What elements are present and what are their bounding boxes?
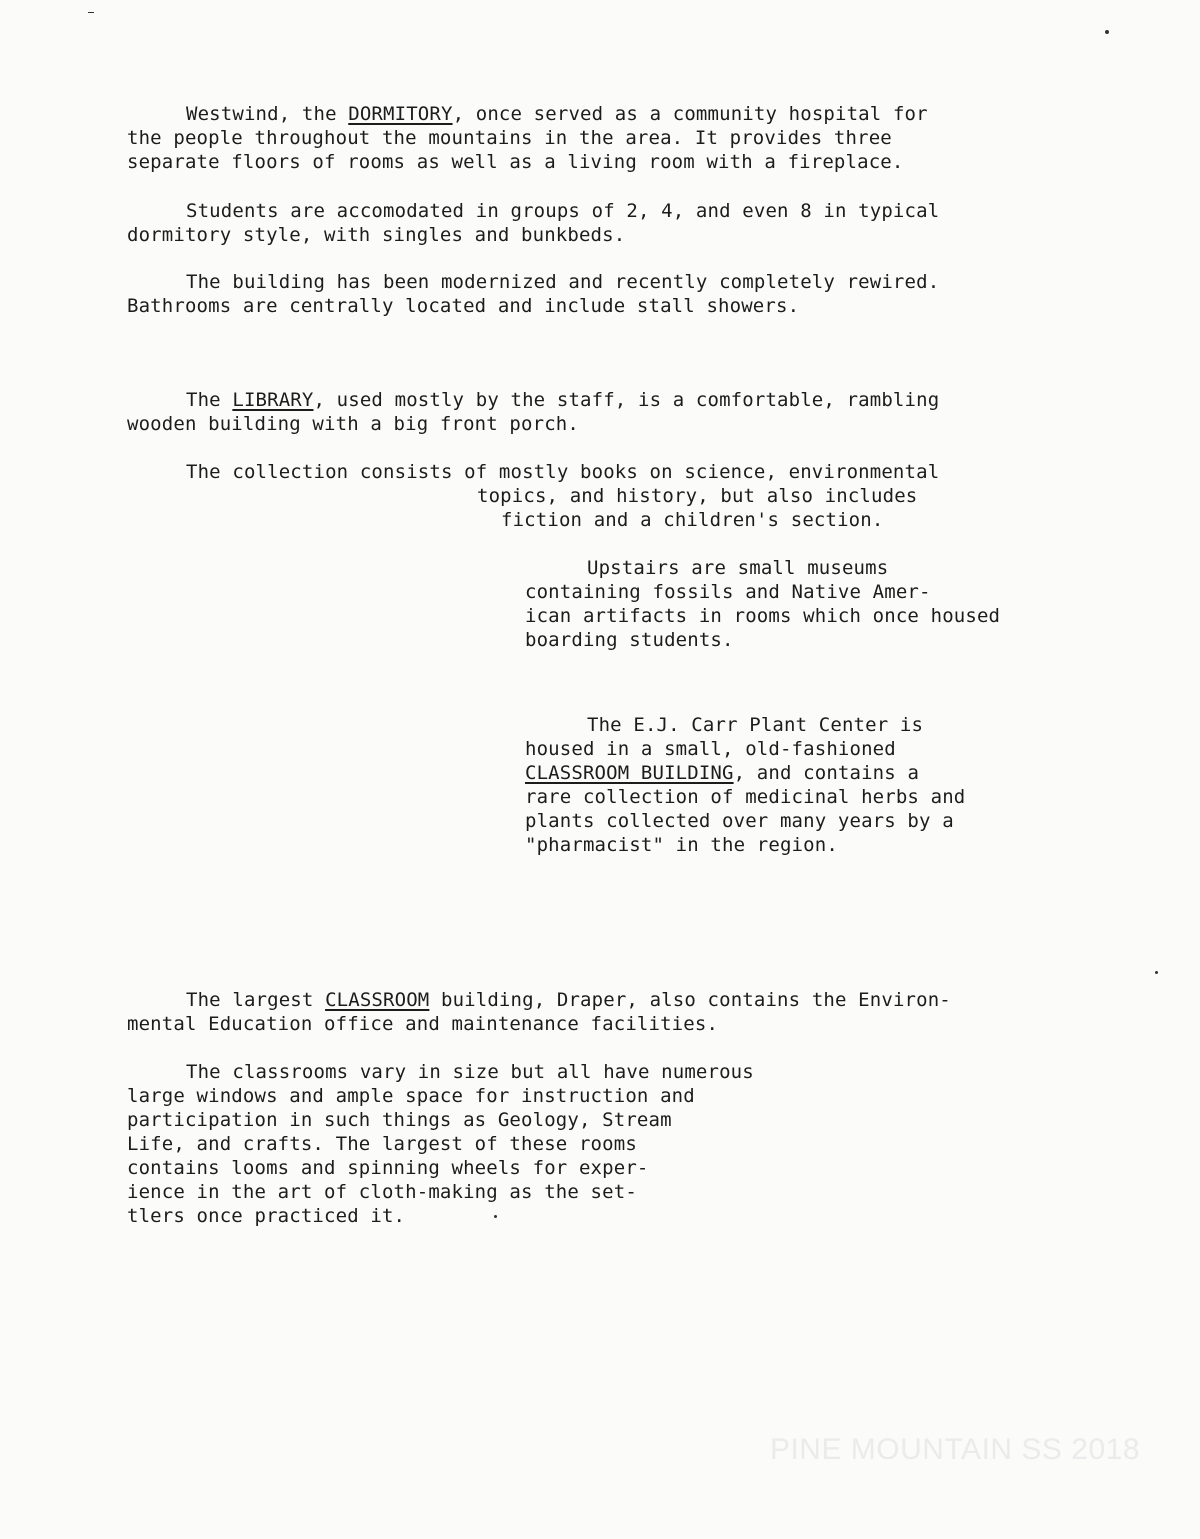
library-paragraph-3-line-3: ican artifacts in rooms which once housed bbox=[525, 605, 1001, 627]
dormitory-paragraph-1-line-1: Westwind, the DORMITORY, once served as a community hospital for bbox=[186, 103, 928, 125]
classroom-paragraph-2-line-3: participation in such things as Geology, Stream bbox=[127, 1109, 672, 1131]
dormitory-paragraph-1-line-2: the people throughout the mountains in the area. It provides three bbox=[127, 127, 892, 149]
dormitory-paragraph-2-line-2: dormitory style, with singles and bunkbeds. bbox=[127, 224, 626, 246]
dormitory-term: DORMITORY bbox=[348, 103, 453, 125]
plant-center-line-6: "pharmacist" in the region. bbox=[525, 834, 838, 856]
dormitory-paragraph-3-line-2: Bathrooms are centrally located and include stall showers. bbox=[127, 295, 800, 317]
classroom-paragraph-2-line-7: tlers once practiced it. bbox=[127, 1205, 406, 1227]
classroom-term: CLASSROOM bbox=[325, 989, 430, 1011]
plant-center-line-4: rare collection of medicinal herbs and bbox=[525, 786, 966, 808]
library-paragraph-2-line-2: topics, and history, but also includes bbox=[477, 485, 918, 507]
scan-speck bbox=[1155, 971, 1158, 974]
scan-speck bbox=[1105, 30, 1109, 34]
plant-center-line-1: The E.J. Carr Plant Center is bbox=[587, 714, 924, 736]
dormitory-paragraph-3-line-1: The building has been modernized and recently completely rewired. bbox=[186, 271, 940, 293]
library-paragraph-1-line-2: wooden building with a big front porch. bbox=[127, 413, 579, 435]
library-paragraph-2-line-3: fiction and a children's section. bbox=[501, 509, 884, 531]
library-paragraph-2-line-1: The collection consists of mostly books on science, environmental bbox=[186, 461, 940, 483]
library-paragraph-3-line-4: boarding students. bbox=[525, 629, 734, 651]
library-term: LIBRARY bbox=[232, 389, 314, 411]
classroom-paragraph-1-line-2: mental Education office and maintenance facilities. bbox=[127, 1013, 719, 1035]
classroom-building-term: CLASSROOM BUILDING bbox=[525, 762, 734, 784]
scan-speck bbox=[88, 12, 94, 13]
watermark: PINE MOUNTAIN SS 2018 bbox=[769, 1433, 1140, 1466]
classroom-paragraph-2-line-6: ience in the art of cloth-making as the set- bbox=[127, 1181, 637, 1203]
classroom-paragraph-1-line-1: The largest CLASSROOM building, Draper, also contains the Environ- bbox=[186, 989, 951, 1011]
dormitory-paragraph-1-line-3: separate floors of rooms as well as a living room with a fireplace. bbox=[127, 151, 904, 173]
library-paragraph-1-line-1: The LIBRARY, used mostly by the staff, is a comfortable, rambling bbox=[186, 389, 940, 411]
classroom-paragraph-2-line-1: The classrooms vary in size but all have numerous bbox=[186, 1061, 754, 1083]
library-paragraph-3-line-2: containing fossils and Native Amer- bbox=[525, 581, 931, 603]
plant-center-line-3: CLASSROOM BUILDING, and contains a bbox=[525, 762, 920, 784]
dormitory-paragraph-2-line-1: Students are accomodated in groups of 2, 4, and even 8 in typical bbox=[186, 200, 940, 222]
classroom-paragraph-2-line-4: Life, and crafts. The largest of these rooms bbox=[127, 1133, 637, 1155]
classroom-paragraph-2-line-5: contains looms and spinning wheels for exper- bbox=[127, 1157, 649, 1179]
library-paragraph-3-line-1: Upstairs are small museums bbox=[587, 557, 889, 579]
classroom-paragraph-2-line-2: large windows and ample space for instruction and bbox=[127, 1085, 695, 1107]
scan-speck bbox=[494, 1215, 497, 1218]
plant-center-line-2: housed in a small, old-fashioned bbox=[525, 738, 896, 760]
plant-center-line-5: plants collected over many years by a bbox=[525, 810, 954, 832]
